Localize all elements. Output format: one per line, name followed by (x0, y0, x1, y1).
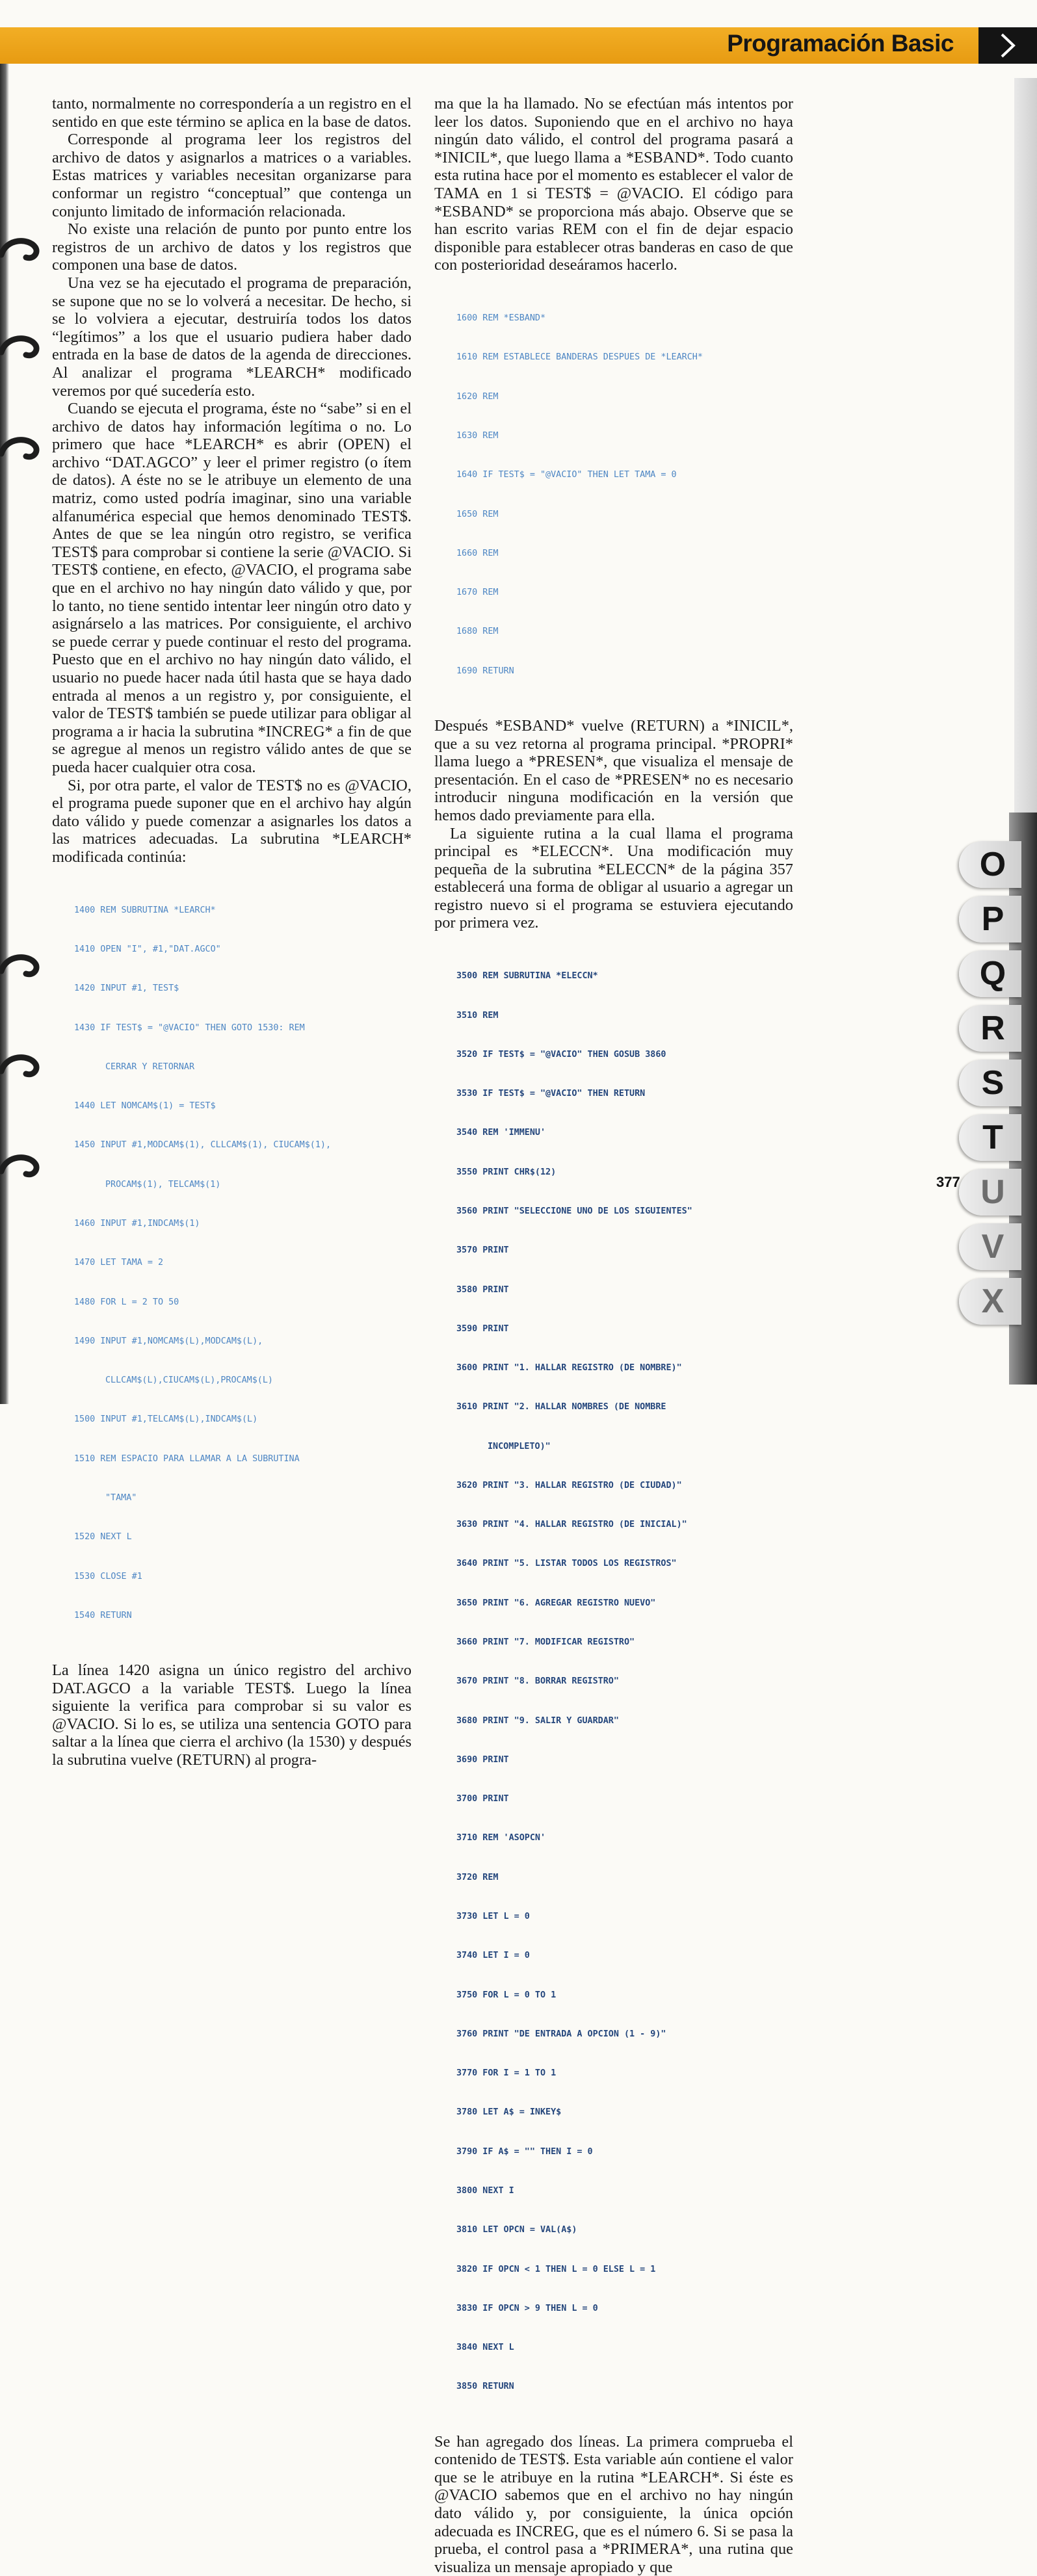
next-page-tab[interactable] (978, 27, 1037, 64)
code-line: 3600 PRINT "1. HALLAR REGISTRO (DE NOMBRE)" (456, 1363, 682, 1373)
code-line: 1500 INPUT #1,TELCAM$(L),INDCAM$(L) (74, 1414, 258, 1425)
code-line: 3500 REM SUBRUTINA *ELECCN* (456, 971, 598, 982)
binder-ring-icon (0, 333, 40, 361)
code-line: 1490 INPUT #1,NOMCAM$(L),MODCAM$(L), (74, 1336, 263, 1346)
code-line: 1520 NEXT L (74, 1532, 132, 1542)
code-line: 3840 NEXT L (456, 2343, 514, 2353)
binder-ring-icon (0, 235, 40, 264)
code-listing-eleccn (456, 944, 793, 2420)
left-column (52, 95, 412, 1769)
code-line: CERRAR Y RETORNAR (105, 1061, 195, 1072)
code-line: 3520 IF TEST$ = "@VACIO" THEN GOSUB 3860 (456, 1049, 666, 1060)
code-line: 3530 IF TEST$ = "@VACIO" THEN RETURN (456, 1089, 646, 1099)
code-line: 3830 IF OPCN > 9 THEN L = 0 (456, 2303, 598, 2313)
code-line: CLLCAM$(L),CIUCAM$(L),PROCAM$(L) (105, 1375, 273, 1386)
paragraph: No existe una relación de punto por punto entre los registros de un archivo de datos y los registros que componen una base de datos. (52, 220, 412, 274)
code-line: 1610 REM ESTABLECE BANDERAS DESPUES DE *LEARCH* (456, 352, 703, 363)
binder-ring-icon (0, 952, 40, 980)
code-line: 3770 FOR I = 1 TO 1 (456, 2068, 557, 2079)
code-line: 3710 REM 'ASOPCN' (456, 1833, 546, 1843)
code-line: 3850 RETURN (456, 2382, 514, 2392)
code-line: 3790 IF A$ = "" THEN I = 0 (456, 2146, 593, 2157)
code-line: 3590 PRINT (456, 1323, 509, 1334)
paragraph: La línea 1420 asigna un único registro del archivo DAT.AGCO a la variable TEST$. Luego la línea siguiente la verifica para comprobar si su valor es @VACIO. Si lo es, se utiliza una sentencia GOTO para saltar a la línea que cierra el archivo (la 1530) y después la subrutina vuelve (RETURN) al progra- (52, 1661, 412, 1769)
code-line: 1650 REM (456, 509, 499, 519)
code-line: 3740 LET I = 0 (456, 1951, 530, 1961)
code-line: 3780 LET A$ = INKEY$ (456, 2107, 562, 2118)
section-header-band (0, 27, 978, 64)
code-line: 1420 INPUT #1, TEST$ (74, 983, 179, 994)
binder-spine (0, 64, 9, 1404)
code-line: 1410 OPEN "I", #1,"DAT.AGCO" (74, 944, 221, 954)
index-tab-p[interactable]: P (959, 896, 1021, 943)
code-line: 1600 REM *ESBAND* (456, 313, 546, 324)
index-tab-r[interactable]: R (959, 1005, 1021, 1052)
binder-ring-icon (0, 1052, 40, 1080)
section-title: Programación Basic (727, 30, 954, 57)
index-tab-x[interactable]: X (959, 1278, 1021, 1325)
paragraph: Una vez se ha ejecutado el programa de preparación, se supone que no se lo volverá a necesitar. De hecho, si se lo volviera a ejecutar, destruiría todos los datos “legítimos” a los que el usuario pudiera haber dado entrada en la base de datos de la agenda de direcciones. Al analizar el programa *LEARCH* modificado veremos por qué sucedería esto. (52, 274, 412, 400)
binder-ring-icon (0, 434, 40, 463)
paragraph: tanto, normalmente no correspondería a un registro en el sentido en que este término se aplica en la base de datos. (52, 95, 412, 131)
code-line: 1510 REM ESPACIO PARA LLAMAR A LA SUBRUTINA (74, 1453, 300, 1464)
code-line: 3570 PRINT (456, 1245, 509, 1256)
code-line: 3700 PRINT (456, 1794, 509, 1804)
code-line: 3760 PRINT "DE ENTRADA A OPCION (1 - 9)" (456, 2029, 666, 2039)
code-line: PROCAM$(1), TELCAM$(1) (105, 1179, 221, 1190)
page-number: 377 (936, 1174, 960, 1190)
code-line: 1660 REM (456, 548, 499, 558)
code-line: 3800 NEXT I (456, 2185, 514, 2196)
code-line: 1450 INPUT #1,MODCAM$(1), CLLCAM$(1), CIUCAM$(1), (74, 1140, 332, 1151)
code-line: 3660 PRINT "7. MODIFICAR REGISTRO" (456, 1637, 635, 1648)
index-tab-s[interactable]: S (959, 1060, 1021, 1106)
code-line: 3640 PRINT "5. LISTAR TODOS LOS REGISTROS" (456, 1559, 677, 1569)
code-line: 3680 PRINT "9. SALIR Y GUARDAR" (456, 1715, 619, 1726)
code-line: 1400 REM SUBRUTINA *LEARCH* (74, 905, 216, 915)
index-tab-t[interactable]: T (959, 1114, 1021, 1161)
code-line: 3510 REM (456, 1010, 499, 1021)
code-line: 1630 REM (456, 430, 499, 441)
code-line: 3750 FOR L = 0 TO 1 (456, 1990, 557, 2000)
code-listing-esband (456, 286, 793, 704)
paragraph: Corresponde al programa leer los registros del archivo de datos y asignarlos a matrices o a variables. Estas matrices y variables necesitan organizarse para conformar un registro “conceptual” que contenga un conjunto limitado de información relacionada. (52, 131, 412, 220)
index-tab-q[interactable]: Q (959, 950, 1021, 997)
code-line: 1620 REM (456, 391, 499, 402)
binder-ring-icon (0, 1152, 40, 1180)
code-line: 1460 INPUT #1,INDCAM$(1) (74, 1218, 200, 1229)
code-line: 1670 REM (456, 588, 499, 598)
code-line: 1440 LET NOMCAM$(1) = TEST$ (74, 1101, 216, 1112)
code-line: 3580 PRINT (456, 1284, 509, 1295)
right-column (434, 95, 793, 2576)
code-line: 1640 IF TEST$ = "@VACIO" THEN LET TAMA = 0 (456, 470, 677, 480)
code-line: 3730 LET L = 0 (456, 1912, 530, 1921)
code-line: 1480 FOR L = 2 TO 50 (74, 1297, 179, 1307)
code-line: 3810 LET OPCN = VAL(A$) (456, 2225, 577, 2235)
code-line: "TAMA" (105, 1492, 137, 1503)
code-line: 3720 REM (456, 1872, 499, 1882)
code-line: 1680 REM (456, 627, 499, 637)
code-line: 3610 PRINT "2. HALLAR NOMBRES (DE NOMBRE (456, 1402, 666, 1412)
index-tab-v[interactable]: V (959, 1223, 1021, 1270)
code-listing-learch (74, 878, 412, 1649)
code-line: 3540 REM 'IMMENU' (456, 1128, 546, 1138)
code-line: 1530 CLOSE #1 (74, 1571, 142, 1581)
code-line: 3550 PRINT CHR$(12) (456, 1167, 557, 1177)
code-line: 3820 IF OPCN < 1 THEN L = 0 ELSE L = 1 (456, 2264, 656, 2274)
chevron-right-icon (998, 33, 1017, 59)
code-line: 3670 PRINT "8. BORRAR REGISTRO" (456, 1676, 619, 1687)
paragraph: Cuando se ejecuta el programa, éste no “sabe” si en el archivo de datos hay información legítima o no. Lo primero que hace *LEARCH* es abrir (OPEN) el archivo “DAT.AGCO” y leer el primer registro (o ítem de datos). A éste no se le atribuye un elemento de una matriz, como usted podría imaginar, sino una variable alfanumérica especial que hemos denominado TEST$. Antes de que se lea ningún otro registro, se verifica TEST$ para comprobar si contiene la serie @VACIO. Si TEST$ contiene, en efecto, @VACIO, el programa sabe que en el archivo no hay ningún dato válido y que, por lo tanto, no tiene sentido intentar leer ningún otro dato y asignárselo a las matrices. Por consiguiente, el archivo se puede cerrar y puede continuar el resto del programa. Puesto que en el archivo no hay ningún dato válido, el usuario no puede hacer nada útil hasta que se haya dado entrada al menos a un registro y, por consiguiente, el valor de TEST$ también se puede utilizar para obligar al programa a ir hacia la subrutina *INCREG* a fin de que se agregue al menos un registro válido antes de que se pueda hacer cualquier otra cosa. (52, 400, 412, 776)
code-line: 3650 PRINT "6. AGREGAR REGISTRO NUEVO" (456, 1598, 656, 1608)
code-line: 3690 PRINT (456, 1754, 509, 1765)
code-line: 3560 PRINT "SELECCIONE UNO DE LOS SIGUIENTES" (456, 1206, 692, 1216)
code-line: 1470 LET TAMA = 2 (74, 1258, 164, 1268)
paragraph: Si, por otra parte, el valor de TEST$ no es @VACIO, el programa puede suponer que en el archivo hay algún dato válido y puede comenzar a asignarles los datos a las matrices adecuadas. La subrutina *LEARCH* modificada continúa: (52, 776, 412, 866)
paragraph: ma que la ha llamado. No se efectúan más intentos por leer los datos. Suponiendo que en el archivo no haya ningún dato válido, el control del programa pasará a *INICIL*, que luego llama a *ESBAND*. Todo cuanto esta rutina hace por el momento es establecer el valor de TAMA en 1 si TEST$ = @VACIO. El código para *ESBAND* se proporciona más abajo. Observe que se han escrito varias REM con el fin de dejar espacio disponible para establecer otras banderas en caso de que con posterioridad deseáramos hacerlo. (434, 95, 793, 274)
code-line: INCOMPLETO)" (488, 1441, 551, 1451)
index-tab-o[interactable]: O (959, 841, 1021, 888)
code-line: 1690 RETURN (456, 666, 514, 676)
code-line: 1540 RETURN (74, 1610, 132, 1620)
paragraph: La siguiente rutina a la cual llama el programa principal es *ELECCN*. Una modificación muy pequeña de la subrutina *ELECCN* de la página 357 establecerá una forma de obligar al usuario a agregar un registro nuevo si el programa se estuviera ejecutando por primera vez. (434, 824, 793, 932)
paragraph: Después *ESBAND* vuelve (RETURN) a *INICIL*, que a su vez retorna al programa principal. *PROPRI* llama luego a *PRESEN*, que visualiza el mensaje de presentación. En el caso de *PRESEN* no es necesario introducir ninguna modificación en la versión que hemos dado previamente para ella. (434, 716, 793, 824)
index-tab-u[interactable]: U (959, 1169, 1021, 1216)
code-line: 3620 PRINT "3. HALLAR REGISTRO (DE CIUDAD)" (456, 1480, 682, 1490)
paragraph: Se han agregado dos líneas. La primera comprueba el contenido de TEST$. Esta variable aún contiene el valor que se le atribuye en la rutina *LEARCH*. Si éste es @VACIO sabemos que en el archivo no hay ningún dato válido y, por consiguiente, la única opción adecuada es INCREG, que es el número 6. Si se pasa la prueba, el control pasa a *PRIMERA*, una rutina que visualiza un mensaje apropiado y que (434, 2432, 793, 2576)
code-line: 1430 IF TEST$ = "@VACIO" THEN GOTO 1530: REM (74, 1022, 305, 1033)
code-line: 3630 PRINT "4. HALLAR REGISTRO (DE INICIAL)" (456, 1520, 687, 1530)
